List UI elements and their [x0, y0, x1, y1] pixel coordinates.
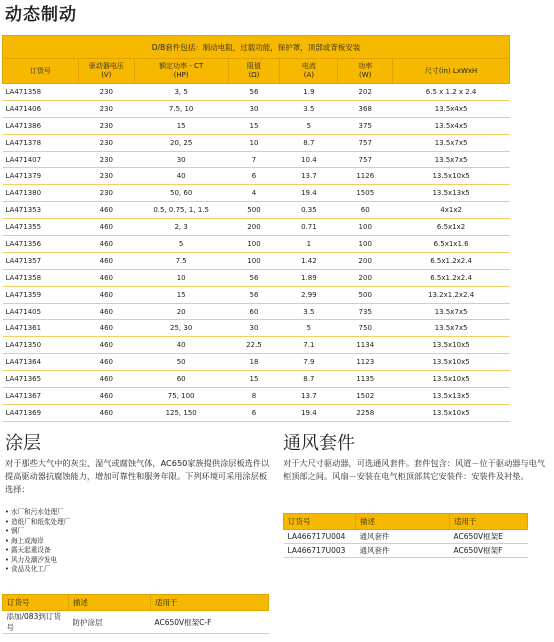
table-cell: 368 [338, 100, 393, 117]
table-row [3, 404, 510, 421]
bullet-item: • 风力及潮汐发电 [5, 556, 70, 566]
table-cell: 15 [134, 286, 228, 303]
table-cell: 1.42 [280, 252, 338, 269]
table-cell: 7.1 [280, 337, 338, 354]
table-cell: 1.9 [280, 84, 338, 101]
table-cell: 15 [228, 117, 280, 134]
table-cell: LA471359 [3, 286, 79, 303]
table-cell: 460 [78, 286, 134, 303]
table-row [3, 286, 510, 303]
table-row [3, 236, 510, 253]
table-cell: 13.5x10x5 [393, 354, 510, 371]
column-header [393, 59, 510, 84]
table-cell: 30 [228, 320, 280, 337]
column-header-unit: (HP) [173, 71, 189, 79]
table-cell: 8.7 [280, 134, 338, 151]
column-header [78, 59, 134, 84]
table-cell: AC650V框架C-F [151, 611, 269, 634]
table-cell: 100 [228, 236, 280, 253]
table-cell: 18 [228, 354, 280, 371]
table-cell: 8.7 [280, 371, 338, 388]
table-cell: 757 [338, 151, 393, 168]
table-cell: 50 [134, 354, 228, 371]
table-cell: 13.5x13x5 [393, 388, 510, 405]
column-header-unit: (W) [359, 71, 372, 79]
column-header [280, 59, 338, 84]
column-header: 订货号 [3, 595, 69, 611]
column-header-unit: (V) [101, 71, 112, 79]
table-cell: 757 [338, 134, 393, 151]
bullet-item: • 食品及化工厂 [5, 565, 70, 575]
table-cell: 230 [78, 117, 134, 134]
table-row [3, 337, 510, 354]
table-cell: 200 [338, 252, 393, 269]
table-cell: 1502 [338, 388, 393, 405]
table-cell: 500 [228, 202, 280, 219]
table-cell: LA471358 [3, 84, 79, 101]
bullet-item: • 钢厂 [5, 527, 70, 537]
table-cell: 2.99 [280, 286, 338, 303]
table-cell: 3.5 [280, 100, 338, 117]
table-cell: 13.5x4x5 [393, 100, 510, 117]
table-cell: LA471356 [3, 236, 79, 253]
table-cell: 2258 [338, 404, 393, 421]
table-cell: 6.5x1x2 [393, 219, 510, 236]
table-cell: 230 [78, 168, 134, 185]
table-cell: 460 [78, 219, 134, 236]
table-cell: 735 [338, 303, 393, 320]
table-cell: 22.5 [228, 337, 280, 354]
table-cell: LA471350 [3, 337, 79, 354]
table-row [3, 117, 510, 134]
table-row [3, 611, 269, 634]
column-header-unit: (A) [303, 71, 314, 79]
table-cell: 0.35 [280, 202, 338, 219]
table-row [3, 185, 510, 202]
table-cell: 13.5x10x5 [393, 337, 510, 354]
table-cell: 56 [228, 269, 280, 286]
table-row [3, 320, 510, 337]
table-cell: 4 [228, 185, 280, 202]
table-cell: 50, 60 [134, 185, 228, 202]
column-header-label: 驱动器电压 [88, 62, 124, 70]
table-cell: 6.5x1.2x2.4 [393, 269, 510, 286]
bullet-item: • 露天起重设备 [5, 546, 70, 556]
column-header [338, 59, 393, 84]
table-cell: 防护涂层 [69, 611, 151, 634]
table-cell: 25, 30 [134, 320, 228, 337]
table-cell: 0.5, 0.75, 1, 1.5 [134, 202, 228, 219]
table-cell: 40 [134, 337, 228, 354]
table-cell: 460 [78, 202, 134, 219]
table-cell: 10 [228, 134, 280, 151]
column-header [3, 59, 79, 84]
coating-order-table [2, 594, 269, 634]
ventilation-paragraph: 对于大尺寸驱动器，可选通风套件。套件包含：风道－位于驱动器与电气柜顶部之间。风扇－安装在电气柜顶部其它安装件：安装件及衬垫。 [283, 458, 546, 481]
table-cell: 8 [228, 388, 280, 405]
table-cell: 40 [134, 168, 228, 185]
table-banner: D/B套件包括：制动电阻，过载功能，保护罩，顶部或背板安装 [3, 36, 510, 59]
table-cell: LA471353 [3, 202, 79, 219]
table-cell: 1135 [338, 371, 393, 388]
table-cell: LA471357 [3, 252, 79, 269]
table-cell: 15 [228, 371, 280, 388]
table-row [3, 269, 510, 286]
table-cell: 60 [228, 303, 280, 320]
table-cell: 添加/083到订货号 [3, 611, 69, 634]
table-cell: 56 [228, 286, 280, 303]
table-cell: 75, 100 [134, 388, 228, 405]
table-cell: 100 [338, 236, 393, 253]
table-cell: 230 [78, 151, 134, 168]
table-cell: LA471407 [3, 151, 79, 168]
table-row [3, 219, 510, 236]
table-cell: 750 [338, 320, 393, 337]
ventilation-order-table [283, 513, 528, 558]
bullet-item: • 造纸厂和纸浆处理厂 [5, 518, 70, 528]
column-header-label: 额定功率 - CT [159, 62, 204, 70]
table-cell: 460 [78, 269, 134, 286]
dynamic-braking-table [2, 35, 510, 422]
table-cell: 230 [78, 185, 134, 202]
table-cell: 6.5 x 1.2 x 2.4 [393, 84, 510, 101]
table-cell: 10 [134, 269, 228, 286]
table-cell: 30 [228, 100, 280, 117]
column-header: 订货号 [284, 514, 356, 530]
table-cell: 6 [228, 168, 280, 185]
table-cell: 7.5, 10 [134, 100, 228, 117]
table-row [284, 530, 528, 544]
table-cell: 5 [280, 320, 338, 337]
table-row [3, 202, 510, 219]
table-cell: 30 [134, 151, 228, 168]
table-cell: 1126 [338, 168, 393, 185]
column-header [228, 59, 280, 84]
table-row [3, 168, 510, 185]
table-cell: LA471364 [3, 354, 79, 371]
table-cell: 13.5x4x5 [393, 117, 510, 134]
table-cell: 13.5x10x5 [393, 168, 510, 185]
table-cell: 460 [78, 371, 134, 388]
table-cell: LA466717U004 [284, 530, 356, 544]
table-cell: 13.2x1.2x2.4 [393, 286, 510, 303]
table-cell: 460 [78, 252, 134, 269]
table-cell: 20 [134, 303, 228, 320]
table-cell: 200 [228, 219, 280, 236]
table-cell: 15 [134, 117, 228, 134]
table-cell: 230 [78, 134, 134, 151]
table-cell: 6 [228, 404, 280, 421]
table-cell: 460 [78, 404, 134, 421]
bullet-item: • 水厂和污水处理厂 [5, 508, 70, 518]
column-header-label: 电流 [301, 62, 316, 70]
column-header-label: 尺寸(in) LxWxH [424, 66, 478, 75]
ventilation-heading: 通风套件 [283, 433, 355, 454]
column-header: 描述 [356, 514, 450, 530]
table-cell: 460 [78, 303, 134, 320]
bullet-item: • 海上或海岸 [5, 537, 70, 547]
table-cell: 200 [338, 269, 393, 286]
table-row [3, 354, 510, 371]
table-cell: 1123 [338, 354, 393, 371]
table-cell: 1.89 [280, 269, 338, 286]
coating-bullet-list [5, 508, 70, 575]
coating-heading: 涂层 [5, 433, 41, 454]
table-cell: LA471367 [3, 388, 79, 405]
table-cell: 通风套件 [356, 530, 450, 544]
table-cell: 5 [280, 117, 338, 134]
table-cell: 7.5 [134, 252, 228, 269]
column-header-unit: (Ω) [248, 71, 260, 79]
table-cell: 460 [78, 354, 134, 371]
table-cell: 460 [78, 236, 134, 253]
table-cell: 20, 25 [134, 134, 228, 151]
table-cell: 1134 [338, 337, 393, 354]
column-header: 适用于 [151, 595, 269, 611]
table-cell: 19.4 [280, 185, 338, 202]
table-cell: 13.5x7x5 [393, 134, 510, 151]
table-cell: 2, 3 [134, 219, 228, 236]
table-cell: 375 [338, 117, 393, 134]
table-row [284, 544, 528, 558]
table-cell: LA471369 [3, 404, 79, 421]
table-cell: 3.5 [280, 303, 338, 320]
table-cell: 1 [280, 236, 338, 253]
table-cell: 13.5x10x5 [393, 404, 510, 421]
table-cell: 230 [78, 100, 134, 117]
table-cell: 13.5x7x5 [393, 303, 510, 320]
table-cell: 13.5x7x5 [393, 320, 510, 337]
table-row [3, 252, 510, 269]
table-cell: LA471405 [3, 303, 79, 320]
table-cell: 0.71 [280, 219, 338, 236]
column-header-label: 订货号 [29, 66, 51, 75]
table-cell: 500 [338, 286, 393, 303]
table-cell: 13.5x7x5 [393, 151, 510, 168]
table-cell: 13.5x13x5 [393, 185, 510, 202]
column-header-label: 阻值 [246, 62, 261, 70]
table-cell: AC650V框架E [450, 530, 528, 544]
column-header: 适用于 [450, 514, 528, 530]
table-cell: LA471386 [3, 117, 79, 134]
table-cell: 7.9 [280, 354, 338, 371]
table-cell: LA471406 [3, 100, 79, 117]
table-cell: LA471365 [3, 371, 79, 388]
table-cell: 3, 5 [134, 84, 228, 101]
table-row [3, 371, 510, 388]
table-cell: 460 [78, 320, 134, 337]
table-cell: 6.5x1x1.6 [393, 236, 510, 253]
table-cell: 202 [338, 84, 393, 101]
table-row [3, 100, 510, 117]
table-cell: 60 [134, 371, 228, 388]
table-cell: 4x1x2 [393, 202, 510, 219]
table-cell: AC650V框架F [450, 544, 528, 558]
page-title: 动态制动 [5, 5, 77, 25]
table-cell: 13.7 [280, 388, 338, 405]
coating-paragraph: 对于那些大气中的灰尘、湿气或腐蚀气体，AC650家族提供涂层板选件以提高驱动器抗腐蚀能力，增加可靠性和服务年限。下列环境可采用涂层板选择： [5, 458, 270, 494]
table-cell: 7 [228, 151, 280, 168]
table-cell: 100 [338, 219, 393, 236]
table-cell: 460 [78, 337, 134, 354]
table-row [3, 134, 510, 151]
table-cell: 56 [228, 84, 280, 101]
table-cell: LA471361 [3, 320, 79, 337]
table-cell: 19.4 [280, 404, 338, 421]
table-cell: LA471378 [3, 134, 79, 151]
table-cell: LA466717U003 [284, 544, 356, 558]
table-cell: 10.4 [280, 151, 338, 168]
table-cell: 60 [338, 202, 393, 219]
table-cell: 6.5x1.2x2.4 [393, 252, 510, 269]
table-cell: LA471358 [3, 269, 79, 286]
table-cell: LA471355 [3, 219, 79, 236]
column-header: 描述 [69, 595, 151, 611]
table-cell: 1505 [338, 185, 393, 202]
table-cell: 100 [228, 252, 280, 269]
table-row [3, 151, 510, 168]
table-cell: 5 [134, 236, 228, 253]
table-cell: 230 [78, 84, 134, 101]
table-row [3, 303, 510, 320]
table-row [3, 84, 510, 101]
table-cell: 13.7 [280, 168, 338, 185]
table-cell: 460 [78, 388, 134, 405]
table-cell: 13.5x10x5 [393, 371, 510, 388]
table-row [3, 388, 510, 405]
column-header-label: 功率 [358, 62, 373, 70]
table-cell: LA471379 [3, 168, 79, 185]
column-header [134, 59, 228, 84]
table-cell: LA471380 [3, 185, 79, 202]
table-cell: 通风套件 [356, 544, 450, 558]
table-cell: 125, 150 [134, 404, 228, 421]
